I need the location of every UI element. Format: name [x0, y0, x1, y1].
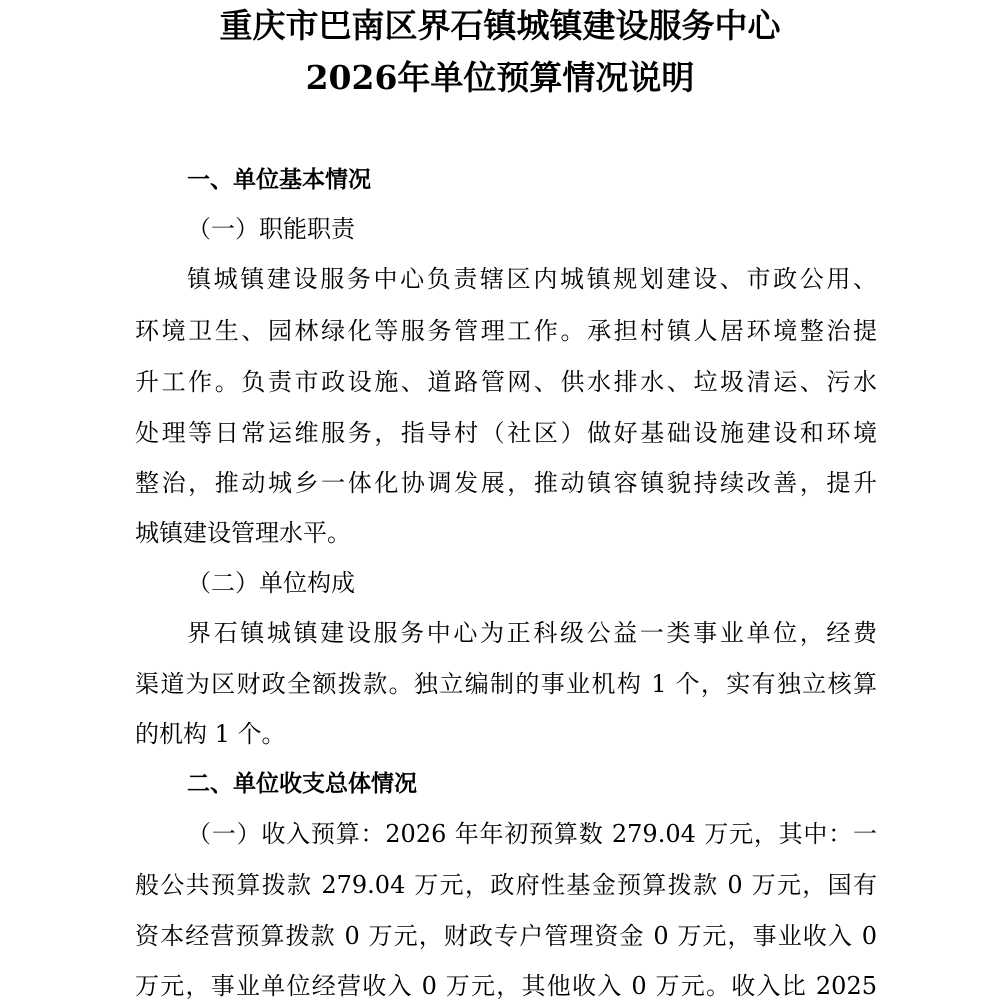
paragraph-line: 万元，事业单位经营收入 0 万元，其他收入 0 万元。收入比 2025: [135, 972, 877, 1000]
paragraph-line: 整治，推动城乡一体化协调发展，推动镇容镇貌持续改善，提升: [135, 469, 877, 497]
paragraph-line: 处理等日常运维服务，指导村（社区）做好基础设施建设和环境: [135, 419, 877, 447]
paragraph-line: 的机构 1 个。: [135, 720, 286, 748]
paragraph-line: 环境卫生、园林绿化等服务管理工作。承担村镇人居环境整治提: [135, 317, 877, 345]
section2-heading: 二、单位收支总体情况: [187, 771, 417, 797]
document-title-line1: 重庆市巴南区界石镇城镇建设服务中心: [219, 6, 781, 45]
paragraph-line: （一）收入预算：2026 年年初预算数 279.04 万元，其中：一: [187, 820, 877, 848]
paragraph-line: 镇城镇建设服务中心负责辖区内城镇规划建设、市政公用、: [187, 265, 877, 293]
paragraph-line: 资本经营预算拨款 0 万元，财政专户管理资金 0 万元，事业收入 0: [135, 922, 877, 950]
paragraph-line: 般公共预算拨款 279.04 万元，政府性基金预算拨款 0 万元，国有: [135, 871, 877, 899]
section1-sub1-heading: （一）职能职责: [187, 215, 355, 243]
section1-sub2-heading: （二）单位构成: [187, 569, 355, 597]
paragraph-line: 升工作。负责市政设施、道路管网、供水排水、垃圾清运、污水: [135, 368, 877, 396]
section1-heading: 一、单位基本情况: [187, 167, 371, 193]
paragraph-line: 渠道为区财政全额拨款。独立编制的事业机构 1 个，实有独立核算: [135, 670, 877, 698]
document-title-line2: 2026年单位预算情况说明: [305, 58, 695, 97]
paragraph-line: 界石镇城镇建设服务中心为正科级公益一类事业单位，经费: [187, 619, 877, 647]
paragraph-line: 城镇建设管理水平。: [135, 519, 351, 547]
